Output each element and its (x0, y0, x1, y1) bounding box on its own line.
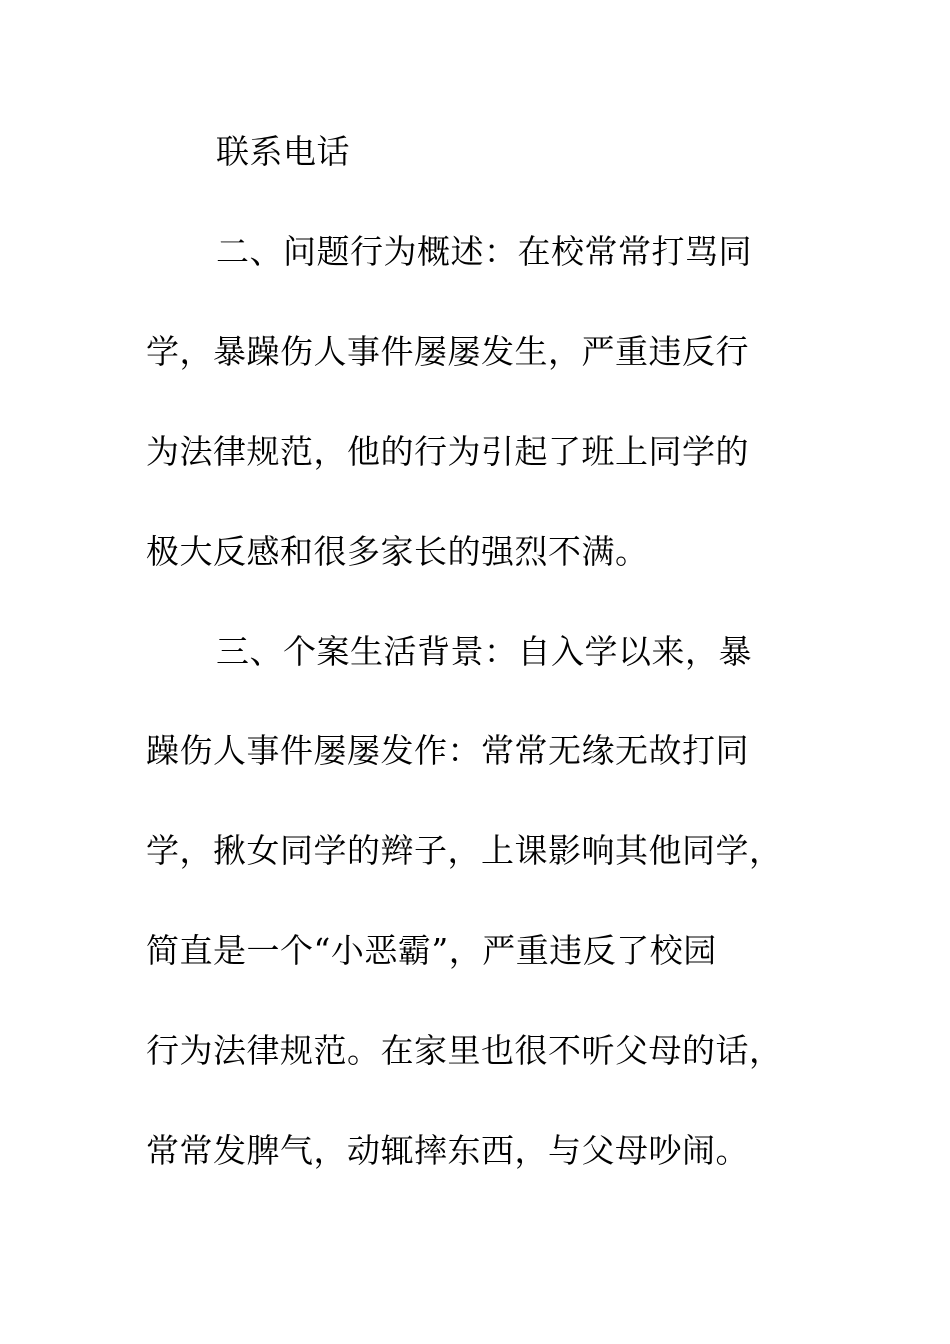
paragraph-line: 常常发脾气，动辄摔东西，与父母吵闹。 (146, 1131, 749, 1170)
paragraph-line: 三、个案生活背景：自入学以来，暴 (216, 632, 752, 671)
paragraph-line: 极大反感和很多家长的强烈不满。 (146, 532, 649, 571)
paragraph-line: 学，暴躁伤人事件屡屡发生，严重违反行 (146, 332, 749, 371)
paragraph-line: 行为法律规范。在家里也很不听父母的话， (146, 1031, 783, 1070)
paragraph-line: 躁伤人事件屡屡发作：常常无缘无故打同 (146, 731, 749, 770)
paragraph-line: 学，揪女同学的辫子，上课影响其他同学， (146, 831, 783, 870)
paragraph-line: 简直是一个“小恶霸”，严重违反了校园 (146, 931, 717, 970)
paragraph-line: 为法律规范，他的行为引起了班上同学的 (146, 432, 749, 471)
contact-phone-label: 联系电话 (216, 132, 350, 171)
paragraph-line: 二、问题行为概述：在校常常打骂同 (216, 232, 752, 271)
